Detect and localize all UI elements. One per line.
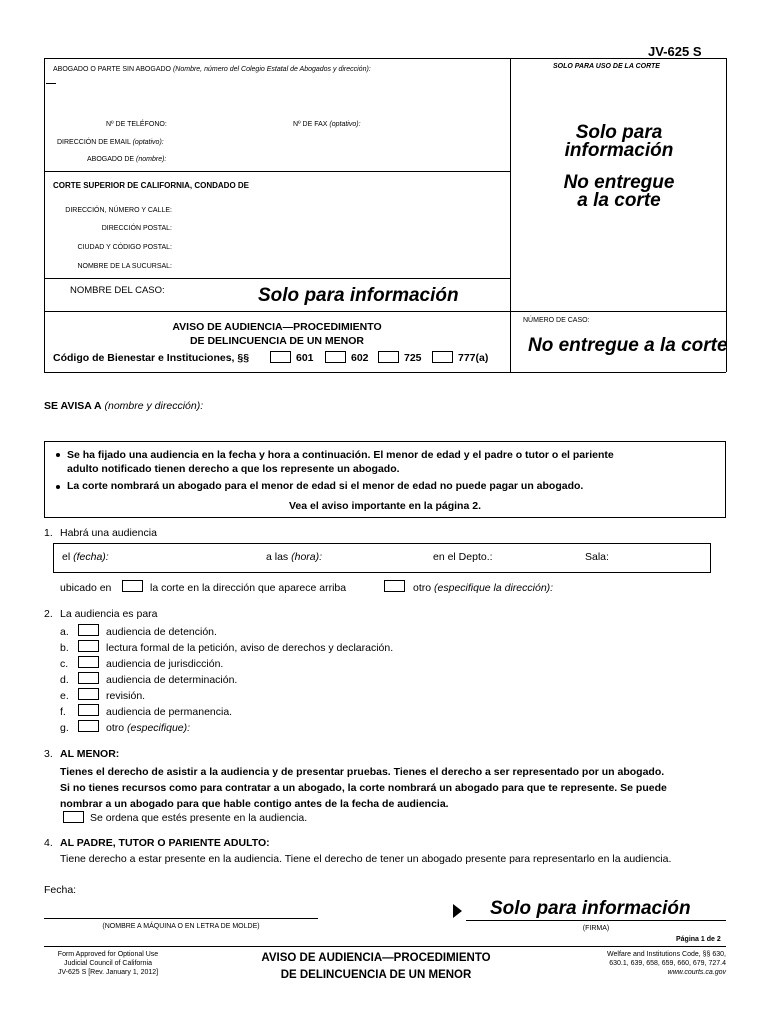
phone-label: Nº DE TELÉFONO: <box>106 121 167 128</box>
form-id: JV-625 S <box>648 44 702 59</box>
item1-number: 1. <box>44 527 53 539</box>
fax-label: Nº DE FAX (optativo): <box>293 121 361 128</box>
court-title: CORTE SUPERIOR DE CALIFORNIA, CONDADO DE <box>53 181 250 190</box>
code-601-label: 601 <box>296 352 314 364</box>
hearing-type-checkbox-f[interactable] <box>78 704 99 716</box>
hearing-details-box <box>53 543 711 573</box>
item3-text: Tienes el derecho de asistir a la audiencia y de presentar pruebas. Tienes el derecho a ser representado por un abogado. Si no tienes recursos como para contratar a un abogado, la corte nombrará un abogado para que te represente. Se puede nombrar a un abogado para que hable contigo antes de la fecha de audiencia. <box>60 766 667 810</box>
hearing-type-checkbox-b[interactable] <box>78 640 99 652</box>
see-notice-page-2: Vea el aviso importante en la página 2. <box>289 500 481 512</box>
item1-label: Habrá una audiencia <box>60 527 157 539</box>
order-present-checkbox[interactable] <box>63 811 84 823</box>
order-present-label: Se ordena que estés presente en la audiencia. <box>90 812 308 824</box>
header-divider-line <box>510 58 511 372</box>
hearing-type-label-e: revisión. <box>106 690 146 702</box>
notice-bullet-1: Se ha fijado una audiencia en la fecha y hora a continuación. El menor de edad y el padre o tutor o el pariente adulto notificado tienen derecho a que los represente un abogado. <box>67 449 614 475</box>
footer-right: Welfare and Institutions Code, §§ 630, 630.1, 639, 658, 659, 660, 679, 727.4 www.courts.ca.gov <box>560 950 726 977</box>
case-name-stamp: Solo para información <box>258 285 459 306</box>
item3-heading: AL MENOR: <box>60 748 120 760</box>
footer-title: AVISO DE AUDIENCIA—PROCEDIMIENTO DE DELINCUENCIA DE UN MENOR <box>261 952 491 981</box>
court-address-label: la corte en la dirección que aparece arriba <box>150 582 347 594</box>
code-725-checkbox[interactable] <box>378 351 399 363</box>
header-top-line <box>44 58 726 59</box>
branch-label: NOMBRE DE LA SUCURSAL: <box>77 263 172 270</box>
code-label: Código de Bienestar e Instituciones, §§ <box>53 352 250 364</box>
stamp-no-entregue: No entregue a la corte <box>563 172 675 211</box>
mailing-label: DIRECCIÓN POSTAL: <box>101 225 172 232</box>
hearing-date-field[interactable]: el (fecha): <box>62 551 109 563</box>
header-right-line <box>726 58 727 372</box>
footer-left: Form Approved for Optional Use Judicial Council of California JV-625 S [Rev. January 1, 2012] <box>57 951 159 976</box>
item4-number: 4. <box>44 837 53 849</box>
other-address-checkbox[interactable] <box>384 580 405 592</box>
email-label: DIRECCIÓN DE EMAIL (optativo): <box>57 139 164 146</box>
located-label: ubicado en <box>60 582 112 594</box>
hearing-type-label-a: audiencia de detención. <box>106 626 217 638</box>
hearing-type-letter-d: d. <box>60 674 69 686</box>
signature-stamp: Solo para información <box>490 898 691 919</box>
hearing-type-letter-e: e. <box>60 690 69 702</box>
hearing-type-letter-c: c. <box>60 658 69 670</box>
court-use-label: SOLO PARA USO DE LA CORTE <box>553 63 660 70</box>
hearing-type-checkbox-a[interactable] <box>78 624 99 636</box>
city-label: CIUDAD Y CÓDIGO POSTAL: <box>77 244 172 251</box>
hearing-type-label-d: audiencia de determinación. <box>106 674 238 686</box>
court-bottom-line <box>44 278 510 279</box>
courts-website-link[interactable]: www.courts.ca.gov <box>667 969 726 976</box>
bullet-dot-2 <box>56 485 60 489</box>
footer-top-line <box>44 946 726 947</box>
print-name-label: (NOMBRE A MÁQUINA O EN LETRA DE MOLDE) <box>102 923 260 930</box>
code-601-checkbox[interactable] <box>270 351 291 363</box>
hearing-type-checkbox-g[interactable] <box>78 720 99 732</box>
stamp-solo-para: Solo para información <box>564 122 674 161</box>
page-number: Página 1 de 2 <box>676 936 721 943</box>
code-725-label: 725 <box>404 352 422 364</box>
hearing-type-label-g: otro (especifique): <box>106 722 191 734</box>
item3-number: 3. <box>44 748 53 760</box>
attorney-dash <box>46 83 56 84</box>
case-name-bottom-line <box>44 311 726 312</box>
hearing-type-label-b: lectura formal de la petición, aviso de derechos y declaración. <box>106 642 394 654</box>
item4-heading: AL PADRE, TUTOR O PARIENTE ADULTO: <box>60 837 270 849</box>
header-bottom-line <box>44 372 726 373</box>
hearing-type-label-c: audiencia de jurisdicción. <box>106 658 224 670</box>
hearing-type-letter-g: g. <box>60 722 69 734</box>
case-number-label: NÚMERO DE CASO: <box>523 317 590 324</box>
attorney-label: ABOGADO O PARTE SIN ABOGADO (Nombre, número del Colegio Estatal de Abogados y dirección): <box>53 66 371 73</box>
hearing-room-field[interactable]: Sala: <box>585 551 609 563</box>
code-777-checkbox[interactable] <box>432 351 453 363</box>
hearing-type-letter-f: f. <box>60 706 66 718</box>
case-number-stamp: No entregue a la corte <box>528 335 728 356</box>
attorney-for-label: ABOGADO DE (nombre): <box>87 156 167 163</box>
date-label: Fecha: <box>44 884 77 896</box>
street-label: DIRECCIÓN, NÚMERO Y CALLE: <box>65 207 172 214</box>
signature-label: (FIRMA) <box>582 925 610 932</box>
hearing-type-label-f: audiencia de permanencia. <box>106 706 233 718</box>
hearing-time-field[interactable]: a las (hora): <box>266 551 323 563</box>
hearing-type-checkbox-d[interactable] <box>78 672 99 684</box>
notice-bullet-2: La corte nombrará un abogado para el menor de edad si el menor de edad no puede pagar un abogado. <box>67 480 584 492</box>
print-name-line[interactable] <box>44 918 318 919</box>
item2-label: La audiencia es para <box>60 608 158 620</box>
attorney-bottom-line <box>44 171 510 172</box>
court-address-checkbox[interactable] <box>122 580 143 592</box>
bullet-dot-1 <box>56 453 60 457</box>
form-title: AVISO DE AUDIENCIA—PROCEDIMIENTO DE DELINCUENCIA DE UN MENOR <box>172 321 382 347</box>
item2-number: 2. <box>44 608 53 620</box>
item4-text: Tiene derecho a estar presente en la audiencia. Tiene el derecho de tener un abogado presente para representarlo en la audiencia. <box>60 853 672 865</box>
code-602-checkbox[interactable] <box>325 351 346 363</box>
hearing-type-checkbox-c[interactable] <box>78 656 99 668</box>
hearing-dept-field[interactable]: en el Depto.: <box>433 551 493 563</box>
code-602-label: 602 <box>351 352 369 364</box>
notice-to-label: SE AVISA A (nombre y dirección): <box>44 400 204 412</box>
hearing-type-letter-b: b. <box>60 642 69 654</box>
signature-arrow-icon <box>453 904 462 918</box>
hearing-type-letter-a: a. <box>60 626 69 638</box>
hearing-type-checkbox-e[interactable] <box>78 688 99 700</box>
case-name-label: NOMBRE DEL CASO: <box>70 285 165 296</box>
code-777-label: 777(a) <box>458 352 489 364</box>
other-address-label: otro (especifique la dirección): <box>413 582 554 594</box>
signature-line[interactable] <box>466 920 726 921</box>
